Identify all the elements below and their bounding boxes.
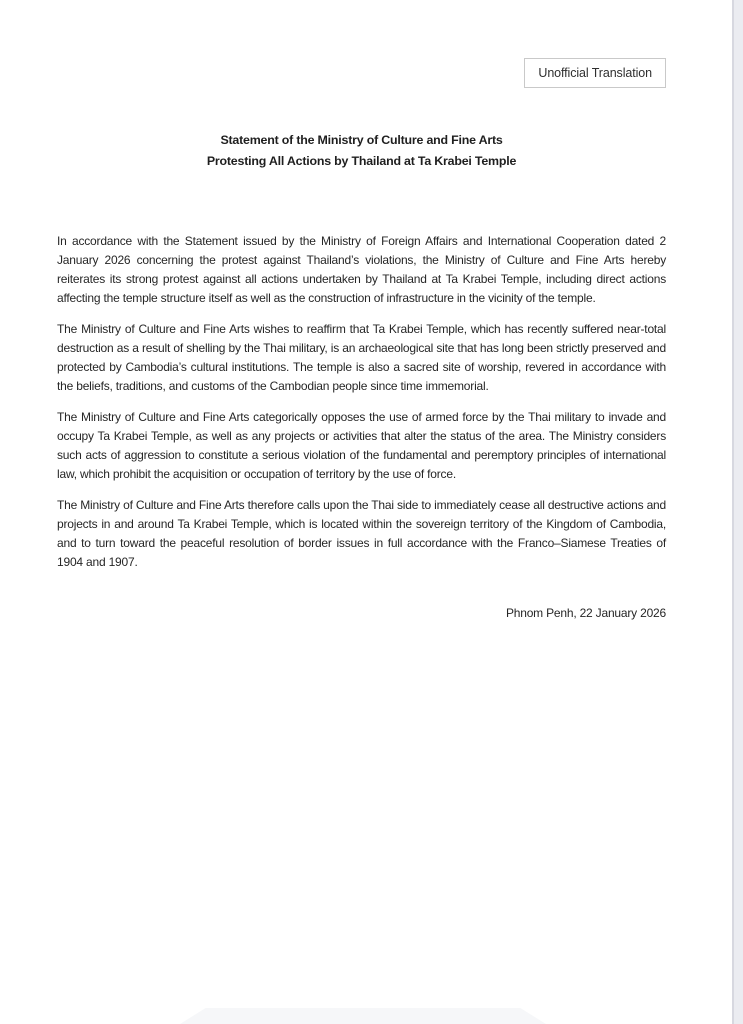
- paragraph-1: In accordance with the Statement issued by the Ministry of Foreign Affairs and International Cooperation dated 2 January 2026 concerning the protest against Thailand’s violations, the Ministry of Culture and Fine Arts hereby reiterates its strong protest against all actions undertaken by Thailand at Ta Krabei Temple, including direct actions affecting the temple structure itself as well as the construction of infrastructure in the vicinity of the temple.: [57, 234, 666, 305]
- bottom-shadow: [180, 1008, 546, 1024]
- paragraph-2: The Ministry of Culture and Fine Arts wishes to reaffirm that Ta Krabei Temple, which has recently suffered near-total destruction as a result of shelling by the Thai military, is an archaeological site that has long been strictly preserved and protected by Cambodia’s cultural institutions. The temple is also a sacred site of worship, revered in accordance with the beliefs, traditions, and customs of the Cambodian people since time immemorial.: [57, 322, 666, 393]
- dateline: Phnom Penh, 22 January 2026: [505, 606, 666, 620]
- paragraph-3: The Ministry of Culture and Fine Arts categorically opposes the use of armed force by the Thai military to invade and occupy Ta Krabei Temple, as well as any projects or activities that alter the status of the area. The Ministry considers such acts of aggression to constitute a serious violation of the fundamental and peremptory principles of international law, which prohibit the acquisition or occupation of territory by the use of force.: [57, 410, 666, 481]
- document-title-line-2: Protesting All Actions by Thailand at Ta Krabei Temple: [206, 154, 517, 168]
- document-title: [57, 130, 666, 172]
- paragraph-4: The Ministry of Culture and Fine Arts therefore calls upon the Thai side to immediately cease all destructive actions and projects in and around Ta Krabei Temple, which is located within the sovereign territory of the Kingdom of Cambodia, and to turn toward the peaceful resolution of border issues in full accordance with the Franco–Siamese Treaties of 1904 and 1907.: [57, 498, 666, 569]
- unofficial-translation-badge: Unofficial Translation: [524, 58, 666, 88]
- document-title-line-1: Statement of the Ministry of Culture and Fine Arts: [220, 133, 503, 147]
- document-body: [57, 232, 666, 572]
- page-edge-strip: [732, 0, 743, 1024]
